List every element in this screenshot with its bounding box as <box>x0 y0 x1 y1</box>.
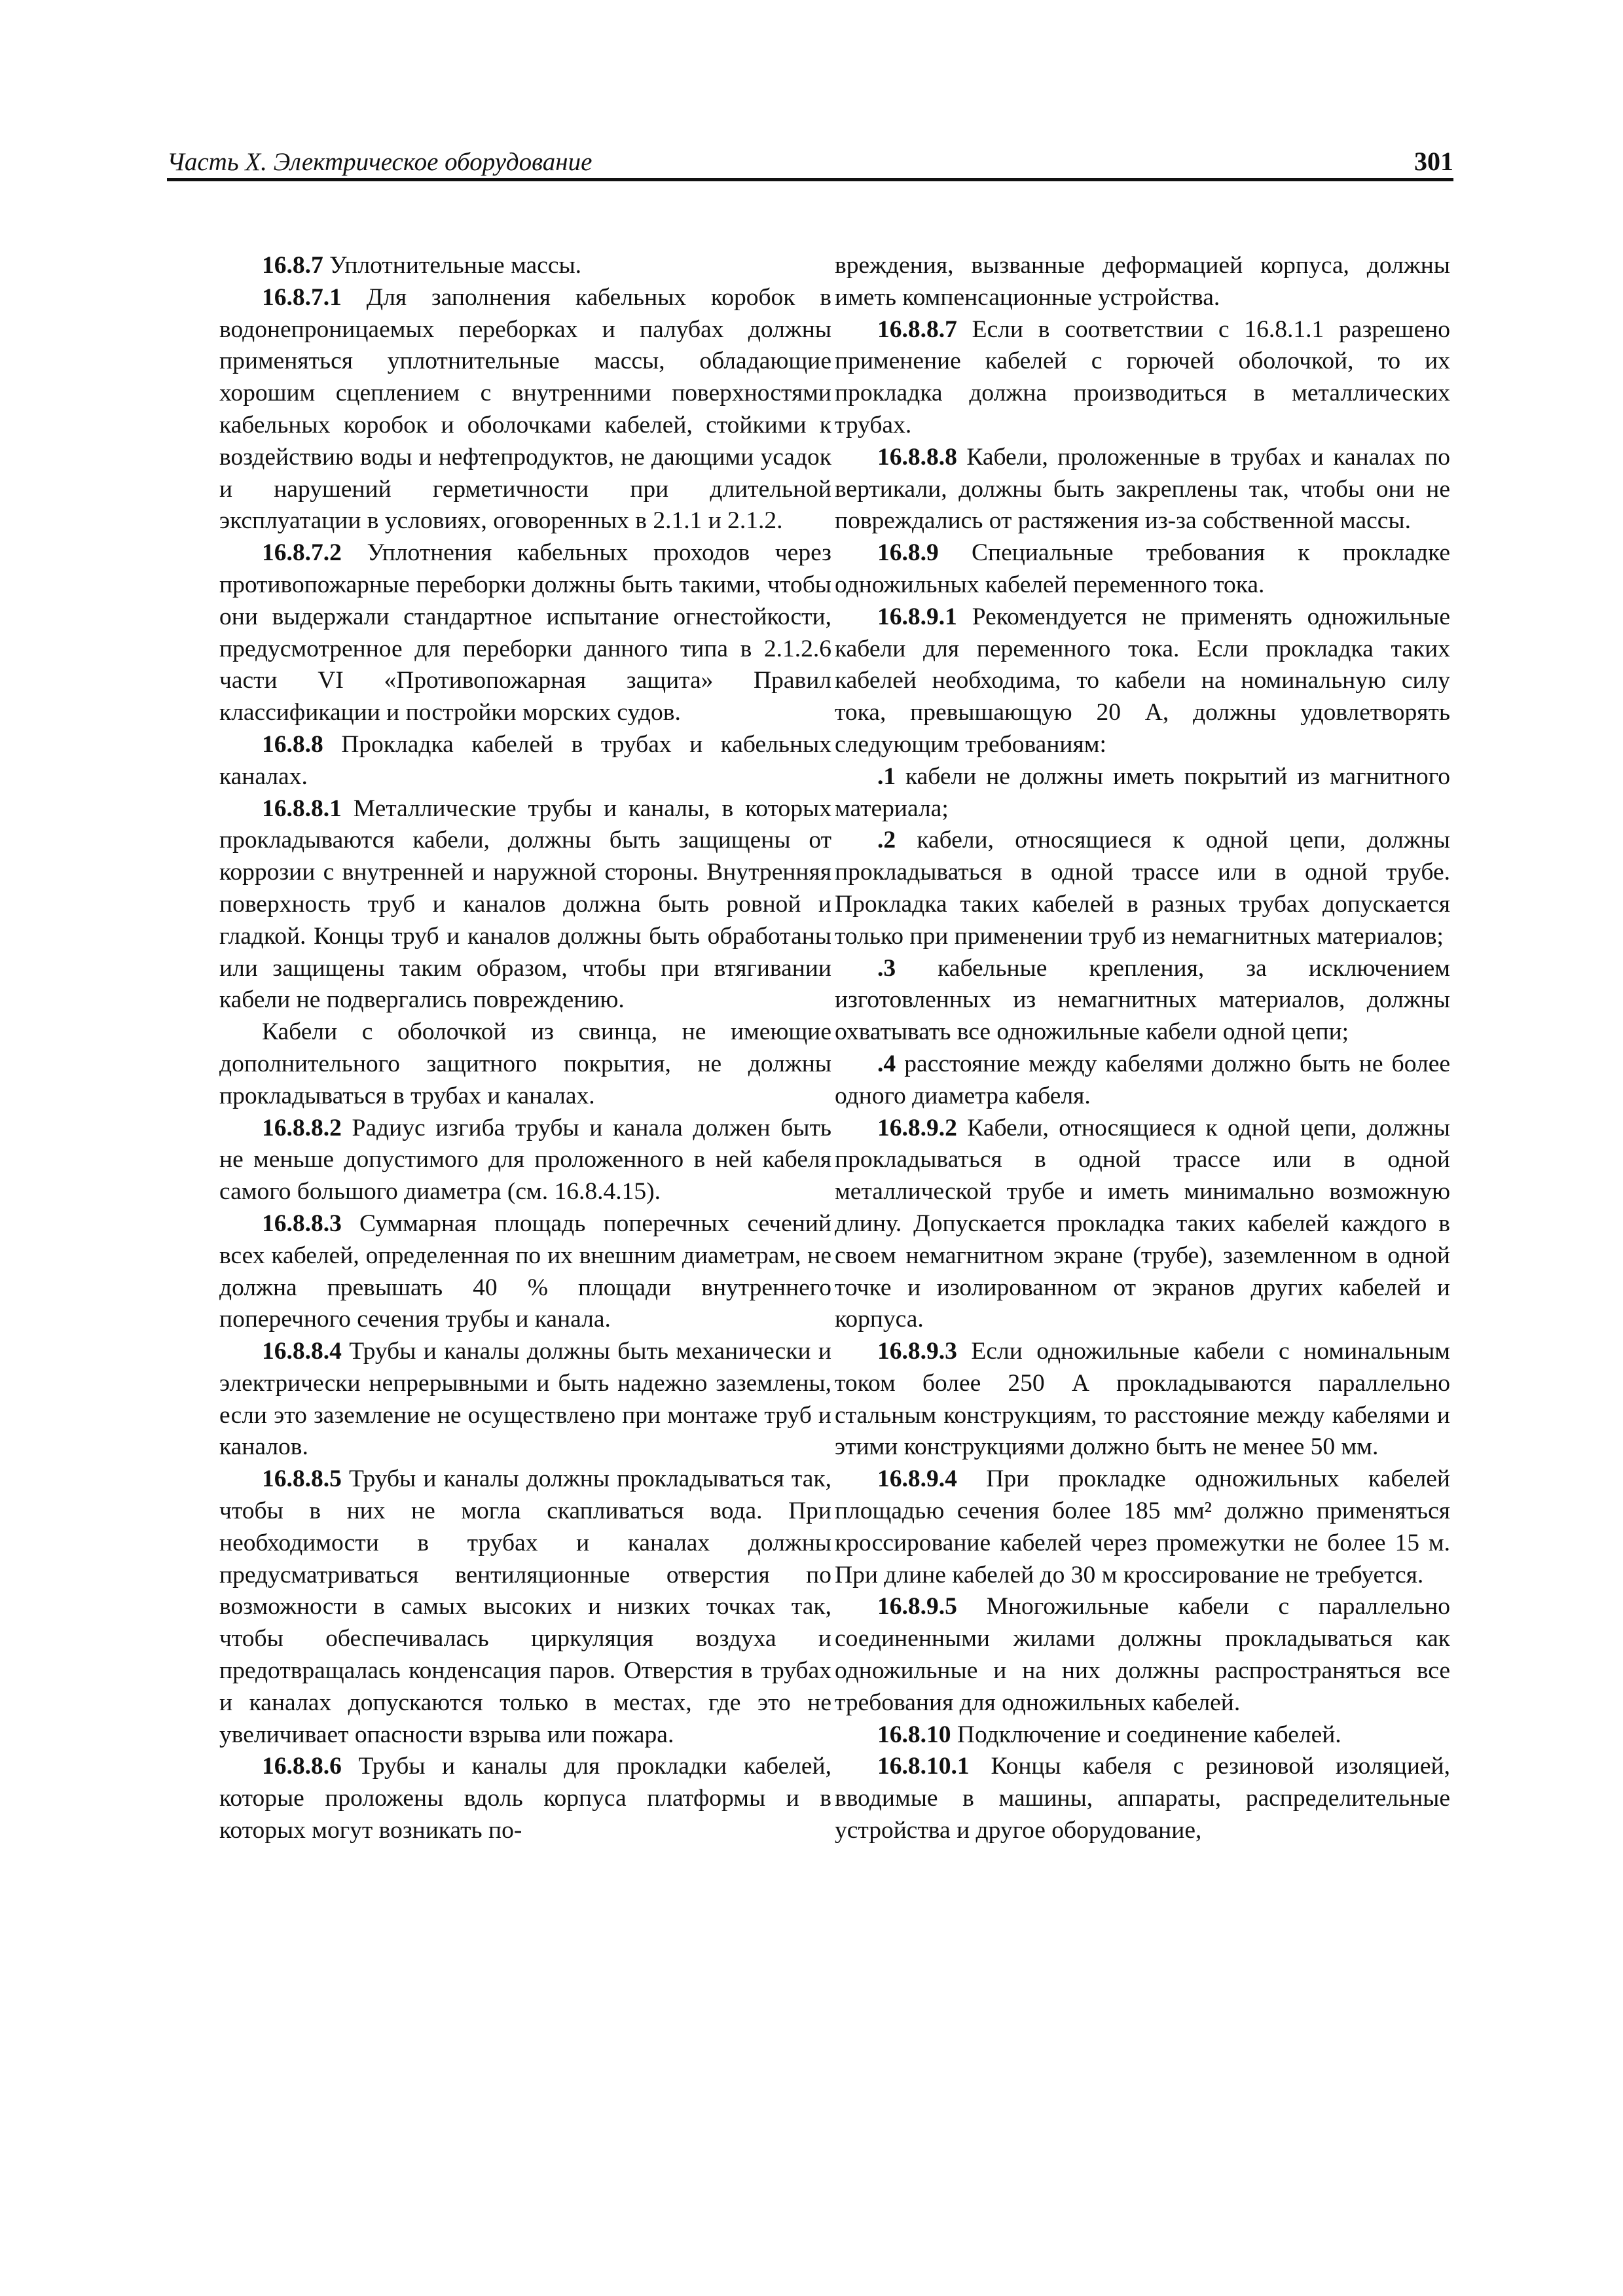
paragraph <box>835 537 1450 601</box>
clause-number: 16.8.10 <box>877 1721 951 1748</box>
paragraph <box>835 442 1450 537</box>
paragraph <box>219 1016 831 1112</box>
clause-number: 16.8.8.2 <box>262 1114 342 1141</box>
clause-text: Уплотнительные массы. <box>323 252 582 279</box>
clause-text: кабели не должны иметь покрытий из магнитного материала; <box>835 762 1450 822</box>
clause-number: .1 <box>877 762 896 790</box>
clause-text: Радиус изгиба трубы и канала должен быть не меньше допустимого для проложенного в ней кабеля самого большого диаметра (см. 16.8.4.15). <box>219 1114 831 1206</box>
clause-number: 16.8.9.2 <box>877 1114 957 1141</box>
clause-number: 16.8.8.1 <box>262 795 342 822</box>
clause-text: Для заполнения кабельных коробок в водонепроницаемых переборках и палубах должны применяться уплотнительные массы, обладающие хорошим сцеплением с внутренними поверхностями кабельных коробок и оболочками кабелей, стойкими к воздействию воды и нефтепродуктов, не дающими усадок и нарушений герметичности при длительной эксплуатации в условиях, оговоренных в 2.1.1 и 2.1.2. <box>219 283 831 535</box>
paragraph <box>219 537 831 729</box>
clause-text: Трубы и каналы должны прокладываться так, чтобы в них не могла скапливаться вода. При необходимости в трубах и каналах должны предусматриваться вентиляционные отверстия по возможности в самых высоких и низких точках так, чтобы обеспечивалась циркуляция воздуха и предотвращалась конденсация паров. Отверстия в трубах и каналах допускаются только в местах, где это не увеличивает опасности взрыва или пожара. <box>219 1465 831 1748</box>
paragraph <box>219 282 831 537</box>
clause-number: 16.8.9.4 <box>877 1465 957 1493</box>
clause-text: Суммарная площадь поперечных сечений всех кабелей, определенная по их внешним диаметрам, не должна превышать 40 % площади внутреннего поперечного сечения трубы и канала. <box>219 1210 831 1333</box>
clause-number: 16.8.7.2 <box>262 539 342 567</box>
clause-number: 16.8.8.3 <box>262 1210 342 1237</box>
clause-text: вреждения, вызванные деформацией корпуса, должны иметь компенсационные устройства. <box>835 252 1450 311</box>
page-header <box>167 144 1453 181</box>
paragraph <box>219 250 831 282</box>
clause-text: Специальные требования к прокладке одножильных кабелей переменного тока. <box>835 539 1450 598</box>
clause-text: Если одножильные кабели с номинальным током более 250 А прокладываются параллельно стальным конструкциям, то расстояние между кабелями и этими конструкциями должно быть не менее 50 мм. <box>835 1338 1450 1461</box>
paragraph <box>835 1049 1450 1113</box>
paragraph <box>835 953 1450 1049</box>
clause-text: При прокладке одножильных кабелей площадью сечения более 185 мм² должно применяться кроссирование кабелей через промежутки не более 15 м. При длине кабелей до 30 м кроссирование не требуется. <box>835 1465 1450 1588</box>
clause-number: 16.8.9.3 <box>877 1338 957 1365</box>
paragraph <box>835 1113 1450 1336</box>
clause-number: 16.8.8.6 <box>262 1753 342 1780</box>
clause-number: 16.8.8.5 <box>262 1465 342 1493</box>
page-number: 301 <box>1414 147 1453 176</box>
clause-text: Подключение и соединение кабелей. <box>951 1721 1341 1748</box>
clause-number: 16.8.9 <box>877 539 939 567</box>
left-column <box>219 250 831 1847</box>
clause-text: Кабели, относящиеся к одной цепи, должны прокладываться в одной трассе или в одной металлической трубе и иметь минимально возможную длину. Допускается прокладка таких кабелей каждого в своем немагнитном экране (трубе), заземленном в одной точке и изолированном от экранов других кабелей и корпуса. <box>835 1114 1450 1333</box>
clause-number: .2 <box>877 827 896 854</box>
clause-text: Кабели, проложенные в трубах и каналах по вертикали, должны быть закреплены так, чтобы они не повреждались от растяжения из-за собственной массы. <box>835 443 1450 535</box>
clause-number: 16.8.9.1 <box>877 603 957 630</box>
clause-text: Если в соответствии с 16.8.1.1 разрешено применение кабелей с горючей оболочкой, то их прокладка должна производиться в металлических трубах. <box>835 315 1450 439</box>
paragraph <box>219 1336 831 1463</box>
clause-number: 16.8.7 <box>262 252 323 279</box>
paragraph <box>835 314 1450 442</box>
clause-text: Трубы и каналы для прокладки кабелей, которые проложены вдоль корпуса платформы и в которых могут возникать по- <box>219 1753 831 1844</box>
right-column <box>835 250 1450 1847</box>
clause-number: 16.8.8.8 <box>877 443 957 471</box>
paragraph <box>219 1113 831 1208</box>
clause-text: Рекомендуется не применять одножильные кабели для переменного тока. Если прокладка таких кабелей необходима, то кабели на номинальную силу тока, превышающую 20 А, должны удовлетворять следующим требованиям: <box>835 603 1450 758</box>
clause-number: 16.8.8 <box>262 730 323 758</box>
clause-text: Кабели с оболочкой из свинца, не имеющие дополнительного защитного покрытия, не должны прокладываться в трубах и каналах. <box>219 1018 831 1109</box>
paragraph <box>219 1208 831 1336</box>
paragraph <box>835 761 1450 825</box>
paragraph <box>219 729 831 793</box>
clause-text: Концы кабеля с резиновой изоляцией, вводимые в машины, аппараты, распределительные устройства и другое оборудование, <box>835 1753 1450 1844</box>
paragraph <box>219 793 831 1017</box>
paragraph <box>835 1591 1450 1719</box>
clause-text: Уплотнения кабельных проходов через противопожарные переборки должны быть такими, чтобы они выдержали стандартное испытание огнестойкости, предусмотренное для переборки данного типа в 2.1.2.6 части VI «Противопожарная защита» Правил классификации и постройки морских судов. <box>219 539 831 726</box>
paragraph <box>219 1751 831 1846</box>
clause-number: 16.8.8.4 <box>262 1338 342 1365</box>
clause-text: Многожильные кабели с параллельно соединенными жилами должны прокладываться как одножильные и на них должны распространяться все требования для одножильных кабелей. <box>835 1593 1450 1716</box>
running-head-title: Часть X. Электрическое оборудование <box>167 148 593 176</box>
paragraph <box>835 250 1450 314</box>
clause-number: 16.8.10.1 <box>877 1753 970 1780</box>
paragraph <box>835 1463 1450 1591</box>
paragraph <box>835 1719 1450 1751</box>
clause-text: Трубы и каналы должны быть механически и электрически непрерывными и быть надежно заземлены, если это заземление не осуществлено при монтаже труб и каналов. <box>219 1338 831 1461</box>
paragraph <box>835 825 1450 952</box>
paragraph <box>835 601 1450 761</box>
clause-number: .4 <box>877 1050 896 1077</box>
clause-text: кабельные крепления, за исключением изготовленных из немагнитных материалов, должны охватывать все одножильные кабели одной цепи; <box>835 954 1450 1046</box>
clause-text: Металлические трубы и каналы, в которых прокладываются кабели, должны быть защищены от коррозии с внутренней и наружной стороны. Внутренняя поверхность труб и каналов должна быть ровной и гладкой. Концы труб и каналов должны быть обработаны или защищены таким образом, чтобы при втягивании кабели не подвергались повреждению. <box>219 795 831 1014</box>
paragraph <box>835 1336 1450 1463</box>
paragraph <box>219 1463 831 1751</box>
clause-number: 16.8.9.5 <box>877 1593 957 1621</box>
clause-text: кабели, относящиеся к одной цепи, должны прокладываться в одной трассе или в одной трубе. Прокладка таких кабелей в разных трубах допускается только при применении труб из немагнитных материалов; <box>835 827 1450 950</box>
clause-text: Прокладка кабелей в трубах и кабельных каналах. <box>219 730 831 790</box>
clause-number: .3 <box>877 954 896 982</box>
clause-text: расстояние между кабелями должно быть не более одного диаметра кабеля. <box>835 1050 1450 1109</box>
paragraph <box>835 1751 1450 1846</box>
clause-number: 16.8.7.1 <box>262 283 342 311</box>
clause-number: 16.8.8.7 <box>877 315 957 343</box>
